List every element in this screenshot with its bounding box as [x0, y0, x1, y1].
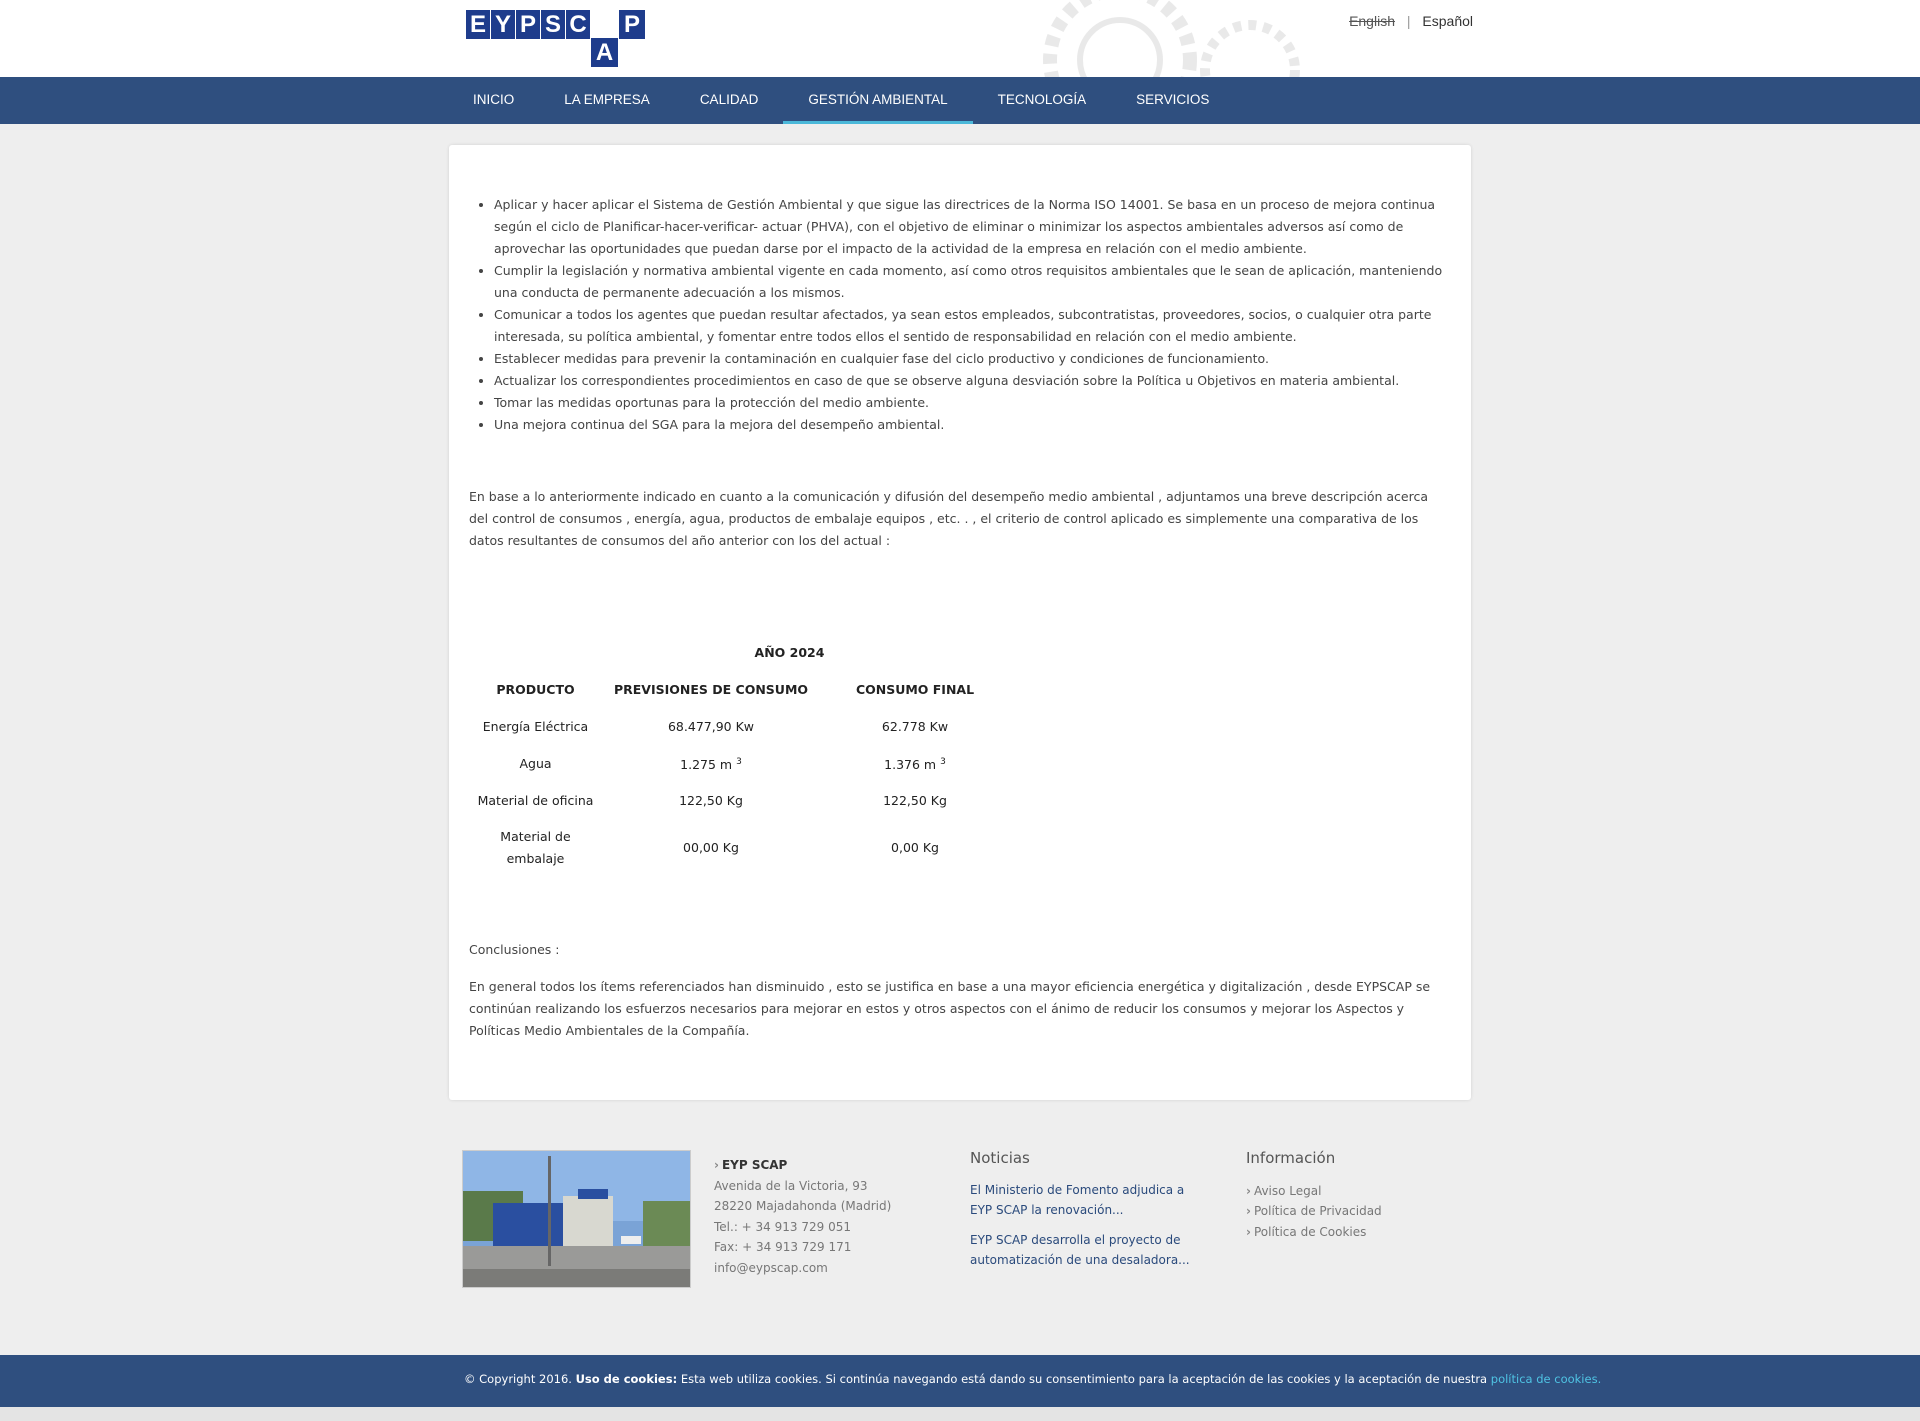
table-row — [469, 708, 1010, 745]
chevron-right-icon: › — [1246, 1204, 1251, 1218]
logo-letter: E — [466, 10, 490, 39]
nav-item-calidad[interactable]: CALIDAD — [699, 92, 759, 107]
list-item: • Aplicar y hacer aplicar el Sistema de Gestión Ambiental y que sigue las directrices de la Norma ISO 14001. Se basa en un proceso de mejora continua según el ciclo de Planificar-hacer-verificar- actuar (PHVA), con el objetivo de eliminar o minimizar los aspectos ambientales adversos así como de aprovechar las oportunidades que puedan darse por el impacto de la actividad de la empresa en relación con el medio ambiente. — [494, 194, 1454, 260]
email-link[interactable]: info@eypscap.com — [714, 1260, 828, 1275]
table-cell: 62.778 Kw — [881, 718, 949, 734]
table-header: CONSUMO FINAL — [855, 681, 975, 697]
nav-item-tecnologia[interactable]: TECNOLOGÍA — [997, 92, 1087, 107]
bottom-strip — [0, 1407, 1920, 1421]
table-cell: 00,00 Kg — [683, 840, 739, 855]
building-photo — [462, 1150, 691, 1288]
chevron-right-icon: › — [1246, 1183, 1251, 1198]
footer-info — [1246, 1148, 1382, 1242]
main-nav — [0, 77, 1920, 124]
phone: Tel.: + 34 913 729 051 — [714, 1219, 851, 1234]
superscript: 3 — [736, 756, 742, 767]
news-link[interactable]: El Ministerio de Fomento adjudica a EYP SCAP la renovación... — [970, 1183, 1185, 1217]
nav-item-servicios[interactable]: SERVICIOS — [1136, 92, 1210, 107]
list-item: • Una mejora continua del SGA para la mejora del desempeño ambiental. — [494, 414, 1454, 436]
list-item: • Comunicar a todos los agentes que puedan resultar afectados, ya sean estos empleados, subcontratistas, proveedores, socios, o cualquier otra parte interesada, su política ambiental, y fomentar entre todos ellos el sentido de responsabilidad en relación con el medio ambiente. — [494, 304, 1454, 348]
cookies-policy-link[interactable]: política de cookies. — [1490, 1372, 1602, 1386]
list-item: • Establecer medidas para prevenir la contaminación en cualquier fase del ciclo productivo y condiciones de funcionamiento. — [494, 348, 1454, 370]
list-item: • Actualizar los correspondientes procedimientos en caso de que se observe alguna desviación sobre la Política u Objetivos en materia ambiental. — [494, 370, 1454, 392]
footer-address — [714, 1155, 891, 1278]
list-item: • Tomar las medidas oportunas para la protección del medio ambiente. — [494, 392, 1454, 414]
table-cell: 1.275 m $^3$ — [680, 756, 742, 773]
lang-separator: | — [1406, 13, 1411, 29]
news-heading: Noticias — [970, 1149, 1030, 1167]
table-cell: Energía Eléctrica — [482, 718, 589, 734]
list-item: • Cumplir la legislación y normativa ambiental vigente en cada momento, así como otros requisitos ambientales que le sean de aplicación, manteniendo una conducta de permanente adecuación a los mismos. — [494, 260, 1454, 304]
lang-spanish-link[interactable]: Español — [1422, 13, 1473, 29]
site-header — [0, 0, 1920, 77]
cookies-text: Esta web utiliza cookies. Si continúa navegando está dando su consentimiento para la aceptación de las cookies y la aceptación de nuestra — [680, 1372, 1488, 1386]
info-heading: Información — [1246, 1149, 1336, 1167]
logo-letter: A — [591, 38, 618, 67]
address-line: Avenida de la Victoria, 93 — [714, 1178, 868, 1193]
table-cell: 122,50 Kg — [883, 792, 947, 808]
consumption-table — [469, 634, 1010, 877]
table-row — [469, 745, 1010, 782]
language-switcher — [1349, 13, 1473, 29]
table-row — [469, 782, 1010, 819]
table-year: AÑO 2024 — [754, 644, 825, 660]
logo-letter: C — [566, 10, 590, 39]
nav-item-la-empresa[interactable]: LA EMPRESA — [564, 92, 650, 107]
table-cell: Material de oficina — [477, 792, 594, 808]
info-link-privacidad[interactable]: › Política de Privacidad — [1246, 1204, 1382, 1218]
table-cell: 0,00 Kg — [891, 840, 939, 855]
gear-watermark-icon — [1040, 0, 1300, 80]
table-header: PREVISIONES DE CONSUMO — [613, 681, 809, 697]
conclusions-paragraph: En general todos los ítems referenciados han disminuido , esto se justifica en base a una mayor eficiencia energética y digitalización , desde EYPSCAP se continúan realizando los esfuerzos necesarios para mejorar en estos y otros aspectos con el ánimo de reducir los consumos y mejorar los Aspectos y Políticas Medio Ambientales de la Compañía. — [469, 979, 1431, 1038]
conclusions-title: Conclusiones : — [469, 942, 560, 957]
table-cell: Material de embalaje — [500, 829, 571, 866]
logo-letter: S — [541, 10, 565, 39]
table-cell: 68.477,90 Kw — [667, 718, 754, 734]
info-link-aviso-legal[interactable]: › Aviso Legal — [1246, 1183, 1322, 1198]
cookie-bar — [0, 1355, 1920, 1407]
chevron-right-icon: › — [1246, 1224, 1251, 1239]
copyright: © Copyright 2016. — [464, 1372, 572, 1386]
table-header: PRODUCTO — [496, 681, 575, 697]
nav-item-inicio[interactable]: INICIO — [473, 92, 515, 107]
lang-english-link[interactable]: English — [1349, 13, 1395, 29]
logo-letter: P — [619, 10, 645, 39]
table-cell: Agua — [519, 755, 552, 771]
company-name: EYP SCAP — [721, 1158, 788, 1172]
address-line: 28220 Majadahonda (Madrid) — [714, 1199, 892, 1213]
logo-letter: Y — [491, 10, 515, 39]
footer-news — [970, 1148, 1210, 1280]
intro-paragraph: En base a lo anteriormente indicado en cuanto a la comunicación y difusión del desempeño medio ambiental , adjuntamos una breve descripción acerca del control de consumos , energía, agua, productos de embalaje equipos , etc. . , el criterio de control aplicado es simplemente una comparativa de los datos resultantes de consumos del año anterior con los del actual : — [469, 489, 1429, 548]
cookies-label: Uso de cookies: — [575, 1372, 678, 1386]
table-cell: 122,50 Kg — [679, 792, 743, 808]
policy-list — [494, 194, 1454, 436]
chevron-right-icon: › — [714, 1158, 719, 1172]
logo-letter: P — [516, 10, 540, 39]
news-link[interactable]: EYP SCAP desarrolla el proyecto de automatización de una desaladora... — [970, 1233, 1190, 1267]
info-link-cookies[interactable]: › Política de Cookies — [1246, 1224, 1367, 1239]
content-card — [449, 145, 1471, 1100]
table-cell: 1.376 m $^3$ — [884, 756, 946, 773]
nav-item-gestion-ambiental[interactable]: GESTIÓN AMBIENTAL — [783, 77, 972, 124]
table-row — [469, 819, 1010, 877]
fax: Fax: + 34 913 729 171 — [714, 1240, 852, 1254]
superscript: 3 — [940, 756, 946, 767]
eypscap-logo[interactable] — [466, 10, 645, 67]
